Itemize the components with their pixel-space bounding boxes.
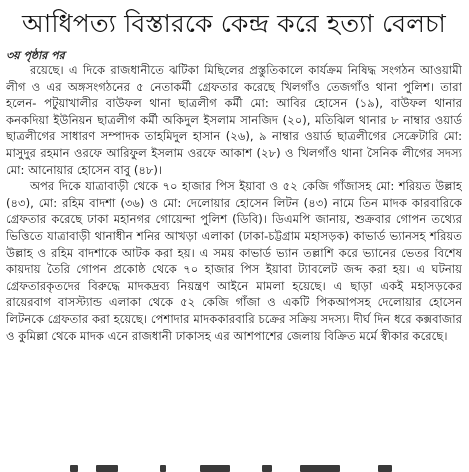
- article-paragraph-1: রয়েছে। এ দিকে রাজধানীতে ঝটিকা মিছিলের প্রস্তুতিকালে কার্যক্রম নিষিদ্ধ সংগঠন আওয়ামী লীগ ও এর অঙ্গসংগঠনের ৫ নেতাকর্মী গ্রেফতার করেছে খিলগাঁও তেজগাঁও থানা পুলিশ। তারা হলেন- পটুয়াখালীর বাউফল থানা ছাত্রলীগ কর্মী মো: আবির হোসেন (১৯), বাউফল থানার কনকদিয়া ইউনিয়ন ছাত্রলীগ কর্মী অকিদুল ইসলাম সানজিদ (২০), মতিঝিল থানার ৮ নাম্বার ওয়ার্ড ছাত্রলীগের সাধারণ সম্পাদক তাহমিদুল হাসান (২৬), ৯ নাম্বার ওয়ার্ড ছাত্রলীগের সেক্রেটারি মো: মাসুদুর রহমান ওরফে আরিফুল ইসলাম ওরফে আকাশ (২৮) ও খিলগাঁও থানা সৈনিক লীগের সদস্য মো: আনোয়ার হোসেন বাবু (৪৮)।: [6, 63, 462, 177]
- article-body: [6, 62, 462, 462]
- headline-container: [14, 2, 454, 44]
- cut-off-glyph: [160, 465, 166, 472]
- cut-off-glyph: [200, 465, 230, 472]
- continued-from-label: ৩য় পৃষ্ঠার পর: [6, 49, 65, 62]
- article-headline: আধিপত্য বিস্তারকে কেন্দ্র করে হত্যা বেলচা: [22, 8, 446, 38]
- cut-off-glyph: [262, 465, 272, 472]
- cut-off-glyph: [300, 465, 340, 472]
- article-paragraph-2: অপর দিকে যাত্রাবাড়ী থেকে ৭০ হাজার পিস ইয়াবা ও ৫২ কেজি গাঁজাসহ মো: শরিয়ত উল্লাহ (৪৩), মো: রহিম বাদশা (৩৬) ও মো: দেলোয়ার হোসেন লিটন (৪৩) নামে তিন মাদক কারবারিকে গ্রেফতার করেছে ঢাকা মহানগর গোয়েন্দা পুলিশ (ডিবি)। ডিএমপি জানায়, শুক্রবার গোপন তথ্যের ভিত্তিতে যাত্রাবাড়ী থানাধীন শনির আখড়া এলাকা (ঢাকা-চট্টগ্রাম মহাসড়ক) কাভার্ড ভ্যানসহ শরিয়ত উল্লাহ ও রহিম বাদশাকে আটক করা হয়। এ সময় কাভার্ড ভ্যান তল্লাশি করে ভ্যানের ভেতর বিশেষ কায়দায় তৈরি গোপন প্রকোষ্ঠ থেকে ৭০ হাজার পিস ইয়াবা ট্যাবলেট জব্দ করা হয়। এ ঘটনায় গ্রেফতারকৃতদের বিরুদ্ধে মাদকদ্রব্য নিয়ন্ত্রণ আইনে মামলা হয়েছে। এ ছাড়া একই মহাসড়কের রায়েরবাগ বাসস্ট্যান্ড এলাকা থেকে ৫২ কেজি গাঁজা ও একটি পিকআপসহ দেলোয়ার হোসেন লিটনকে গ্রেফতার করা হয়েছে। পেশাদার মাদককারবারি চক্রের সক্রিয় সদস্য। দীর্ঘ দিন ধরে কক্সবাজার ও কুমিল্লা থেকে মাদক এনে রাজধানী ঢাকাসহ এর আশপাশের জেলায় বিক্রিত মর্মে স্বীকার করেছে।: [6, 179, 462, 343]
- cut-off-glyph: [378, 465, 392, 472]
- cut-off-next-line: [0, 462, 469, 472]
- cut-off-glyph: [70, 465, 78, 472]
- cut-off-glyph: [96, 465, 118, 472]
